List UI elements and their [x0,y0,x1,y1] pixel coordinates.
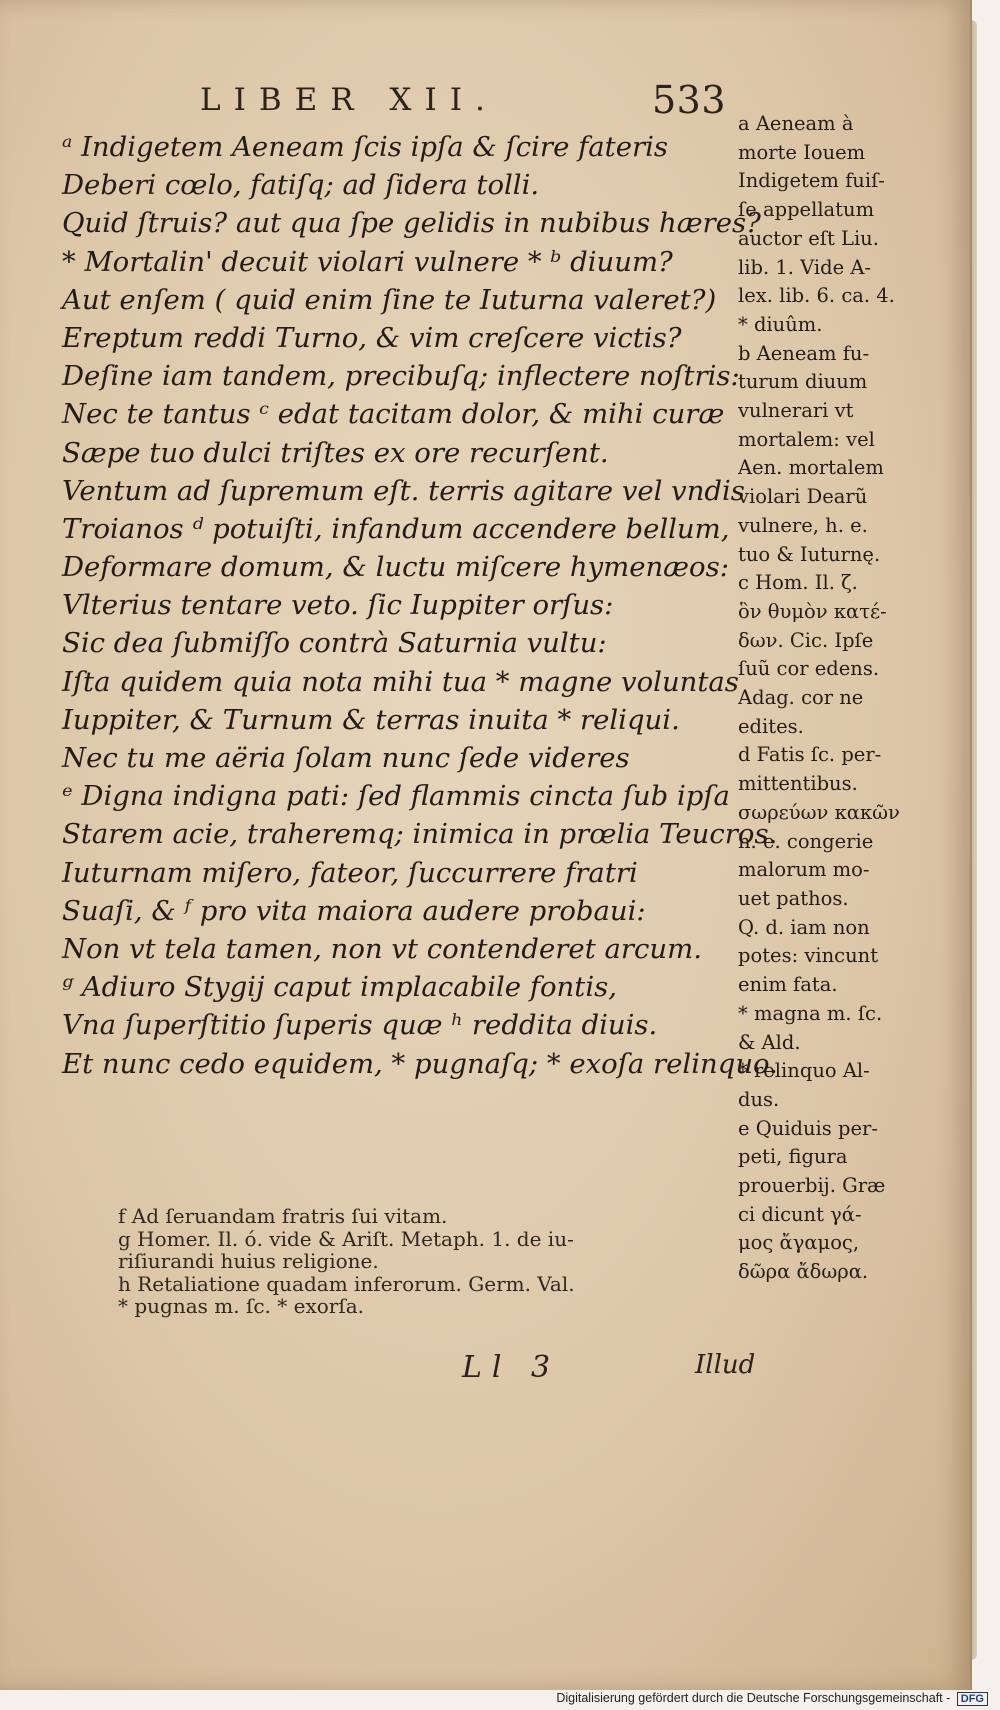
margin-note-line: ὃν θυμὸν κατέ- [738,599,887,623]
margin-note-line: * relinquo Al- [738,1059,870,1083]
margin-note-line: enim fata. [738,973,838,997]
margin-note-line: malorum mo- [738,858,870,882]
margin-note-line: a Aeneam à [738,112,854,135]
page-number: 533 [652,78,727,122]
margin-note-line: mortalem: vel [738,427,875,451]
margin-note-line: Indigetem fuiſ- [738,169,885,193]
verse-line: Aut enſem ( quid enim ſine te Iuturna valeret?) [62,283,717,316]
margin-note-line: lib. 1. Vide A- [738,255,872,279]
verse-line: Vna ſuperſtitio ſuperis quæ ʰ reddita diuis. [62,1009,658,1042]
margin-note-line: * magna m. ſc. [738,1001,883,1025]
verse-line: Deberi cœlo, fatiſq; ad ſidera tolli. [62,169,540,202]
margin-note-line: morte Iouem [738,140,866,164]
margin-note-line: auctor eſt Liu. [738,226,879,250]
verse-line: Ereptum reddi Turno, & vim creſcere victis? [62,321,682,354]
margin-note-line: peti, figura [738,1145,848,1169]
margin-note-line: dus. [738,1087,780,1111]
page-footer [0,1350,960,1410]
credit-text: Digitalisierung gefördert durch die Deutsche Forschungsgemeinschaft - [556,1691,951,1705]
margin-note-line: δων. Cic. Ipſe [738,628,874,652]
margin-note-line: * diuûm. [738,312,823,336]
verse-line: ᵍ Adiuro Stygij caput implacabile fontis, [62,971,617,1004]
verse-line: Troianos ᵈ potuiſti, infandum accendere bellum, [62,512,730,545]
dfg-logo-icon: DFG [957,1692,988,1706]
verse-line: Sic dea ſubmiſſo contrà Saturnia vultu: [62,627,607,660]
margin-note-line: μος ἄγαμος, [738,1231,860,1255]
margin-note-line: e Quiduis per- [738,1116,878,1140]
margin-note-line: & Ald. [738,1030,801,1054]
verse-line: ᵉ Digna indigna pati: ſed flammis cincta ſub ipſa [62,780,730,813]
running-header [200,78,730,122]
verse-line: ᵃ Indigetem Aeneam ſcis ipſa & ſcire fateris [62,131,669,163]
margin-note-line: ſe appellatum [738,198,875,222]
digitization-credit [556,1691,988,1706]
verse-line: Iſta quidem quia nota mihi tua * magne voluntas [62,665,739,698]
footnote-line: riſiurandi huius religione. [118,1249,379,1273]
verse-line: Deformare domum, & luctu miſcere hymenæos: [62,551,729,584]
verse-line: Et nunc cedo equidem, * pugnaſq; * exoſa relinquo. [62,1047,778,1080]
footnote-line: f Ad ſeruandam fratris ſui vitam. [118,1204,448,1228]
catchword: Illud [695,1350,756,1380]
verse-line: Deſine iam tandem, precibuſq; inflectere noſtris: [62,360,740,393]
verse-line: Sæpe tuo dulci triſtes ex ore recurſent. [62,436,609,469]
footnote-line: g Homer. Il. ό. vide & Ariſt. Metaph. 1. de iu- [118,1226,574,1251]
margin-note-line: d Fatis ſc. per- [738,743,882,767]
footnote-line: h Retaliatione quadam inferorum. Germ. Val. [118,1271,575,1296]
verse-line: Nec te tantus ᶜ edat tacitam dolor, & mihi curæ [62,398,725,431]
verse-line: Starem acie, traheremq; inimica in prœlia Teucros. [62,818,778,851]
verse-line: Vlterius tentare veto. ſic Iuppiter orſus: [62,589,614,622]
verse-line: Quid ſtruis? aut qua ſpe gelidis in nubibus hæres? [62,207,761,240]
margin-note-line: Adag. cor ne [738,686,864,710]
verse-line: Iuturnam miſero, fateor, ſuccurrere fratri [62,856,638,889]
margin-note-line: b Aeneam fu- [738,341,870,365]
margin-note-line: tuo & Iuturnę. [738,542,881,566]
signature-mark: Ll 3 [462,1350,561,1385]
running-title: LIBER XII. [200,82,498,118]
margin-note-line: mittentibus. [738,772,858,796]
margin-note-line: Aen. mortalem [738,456,884,480]
margin-note-line: edites. [738,714,804,738]
verse-line: Nec tu me aëria ſolam nunc ſede videres [62,742,630,774]
footnote-line: * pugnas m. ſc. * exorſa. [118,1294,365,1318]
margin-note-line: ſuũ cor edens. [738,657,880,681]
margin-note-line: lex. lib. 6. ca. 4. [738,284,895,308]
verse-line: * Mortalin' decuit violari vulnere * ᵇ diuum? [62,245,673,278]
margin-note-line: turum diuum [738,370,868,394]
margin-note-line: ci dicunt γά- [738,1202,862,1226]
margin-note-line: Q. d. iam non [738,915,870,939]
margin-note-line: vulnerari vt [738,399,854,423]
verse-line: Suaſi, & ᶠ pro vita maiora audere probaui: [62,894,646,927]
verse-line: Ventum ad ſupremum eſt. terris agitare vel vndis [62,474,745,507]
margin-note-line: δῶρα ἄδωρα. [738,1260,869,1284]
margin-note-line: prouerbij. Græ [738,1174,886,1198]
verse-line: Iuppiter, & Turnum & terras inuita * reliqui. [62,703,680,736]
margin-note-line: uet pathos. [738,886,849,910]
margin-note-line: violari Dearũ [738,485,868,509]
margin-note-line: potes: vincunt [738,944,879,968]
margin-notes [738,110,943,1287]
margin-note-line: c Hom. Il. ζ. [738,571,858,595]
margin-note-line: h. e. congerie [738,829,874,853]
margin-note-line: σωρεύων κακῶν [738,800,900,824]
footnotes [118,1205,758,1318]
margin-note-line: vulnere, h. e. [738,513,868,537]
verse-line: Non vt tela tamen, non vt contenderet arcum. [62,932,702,965]
